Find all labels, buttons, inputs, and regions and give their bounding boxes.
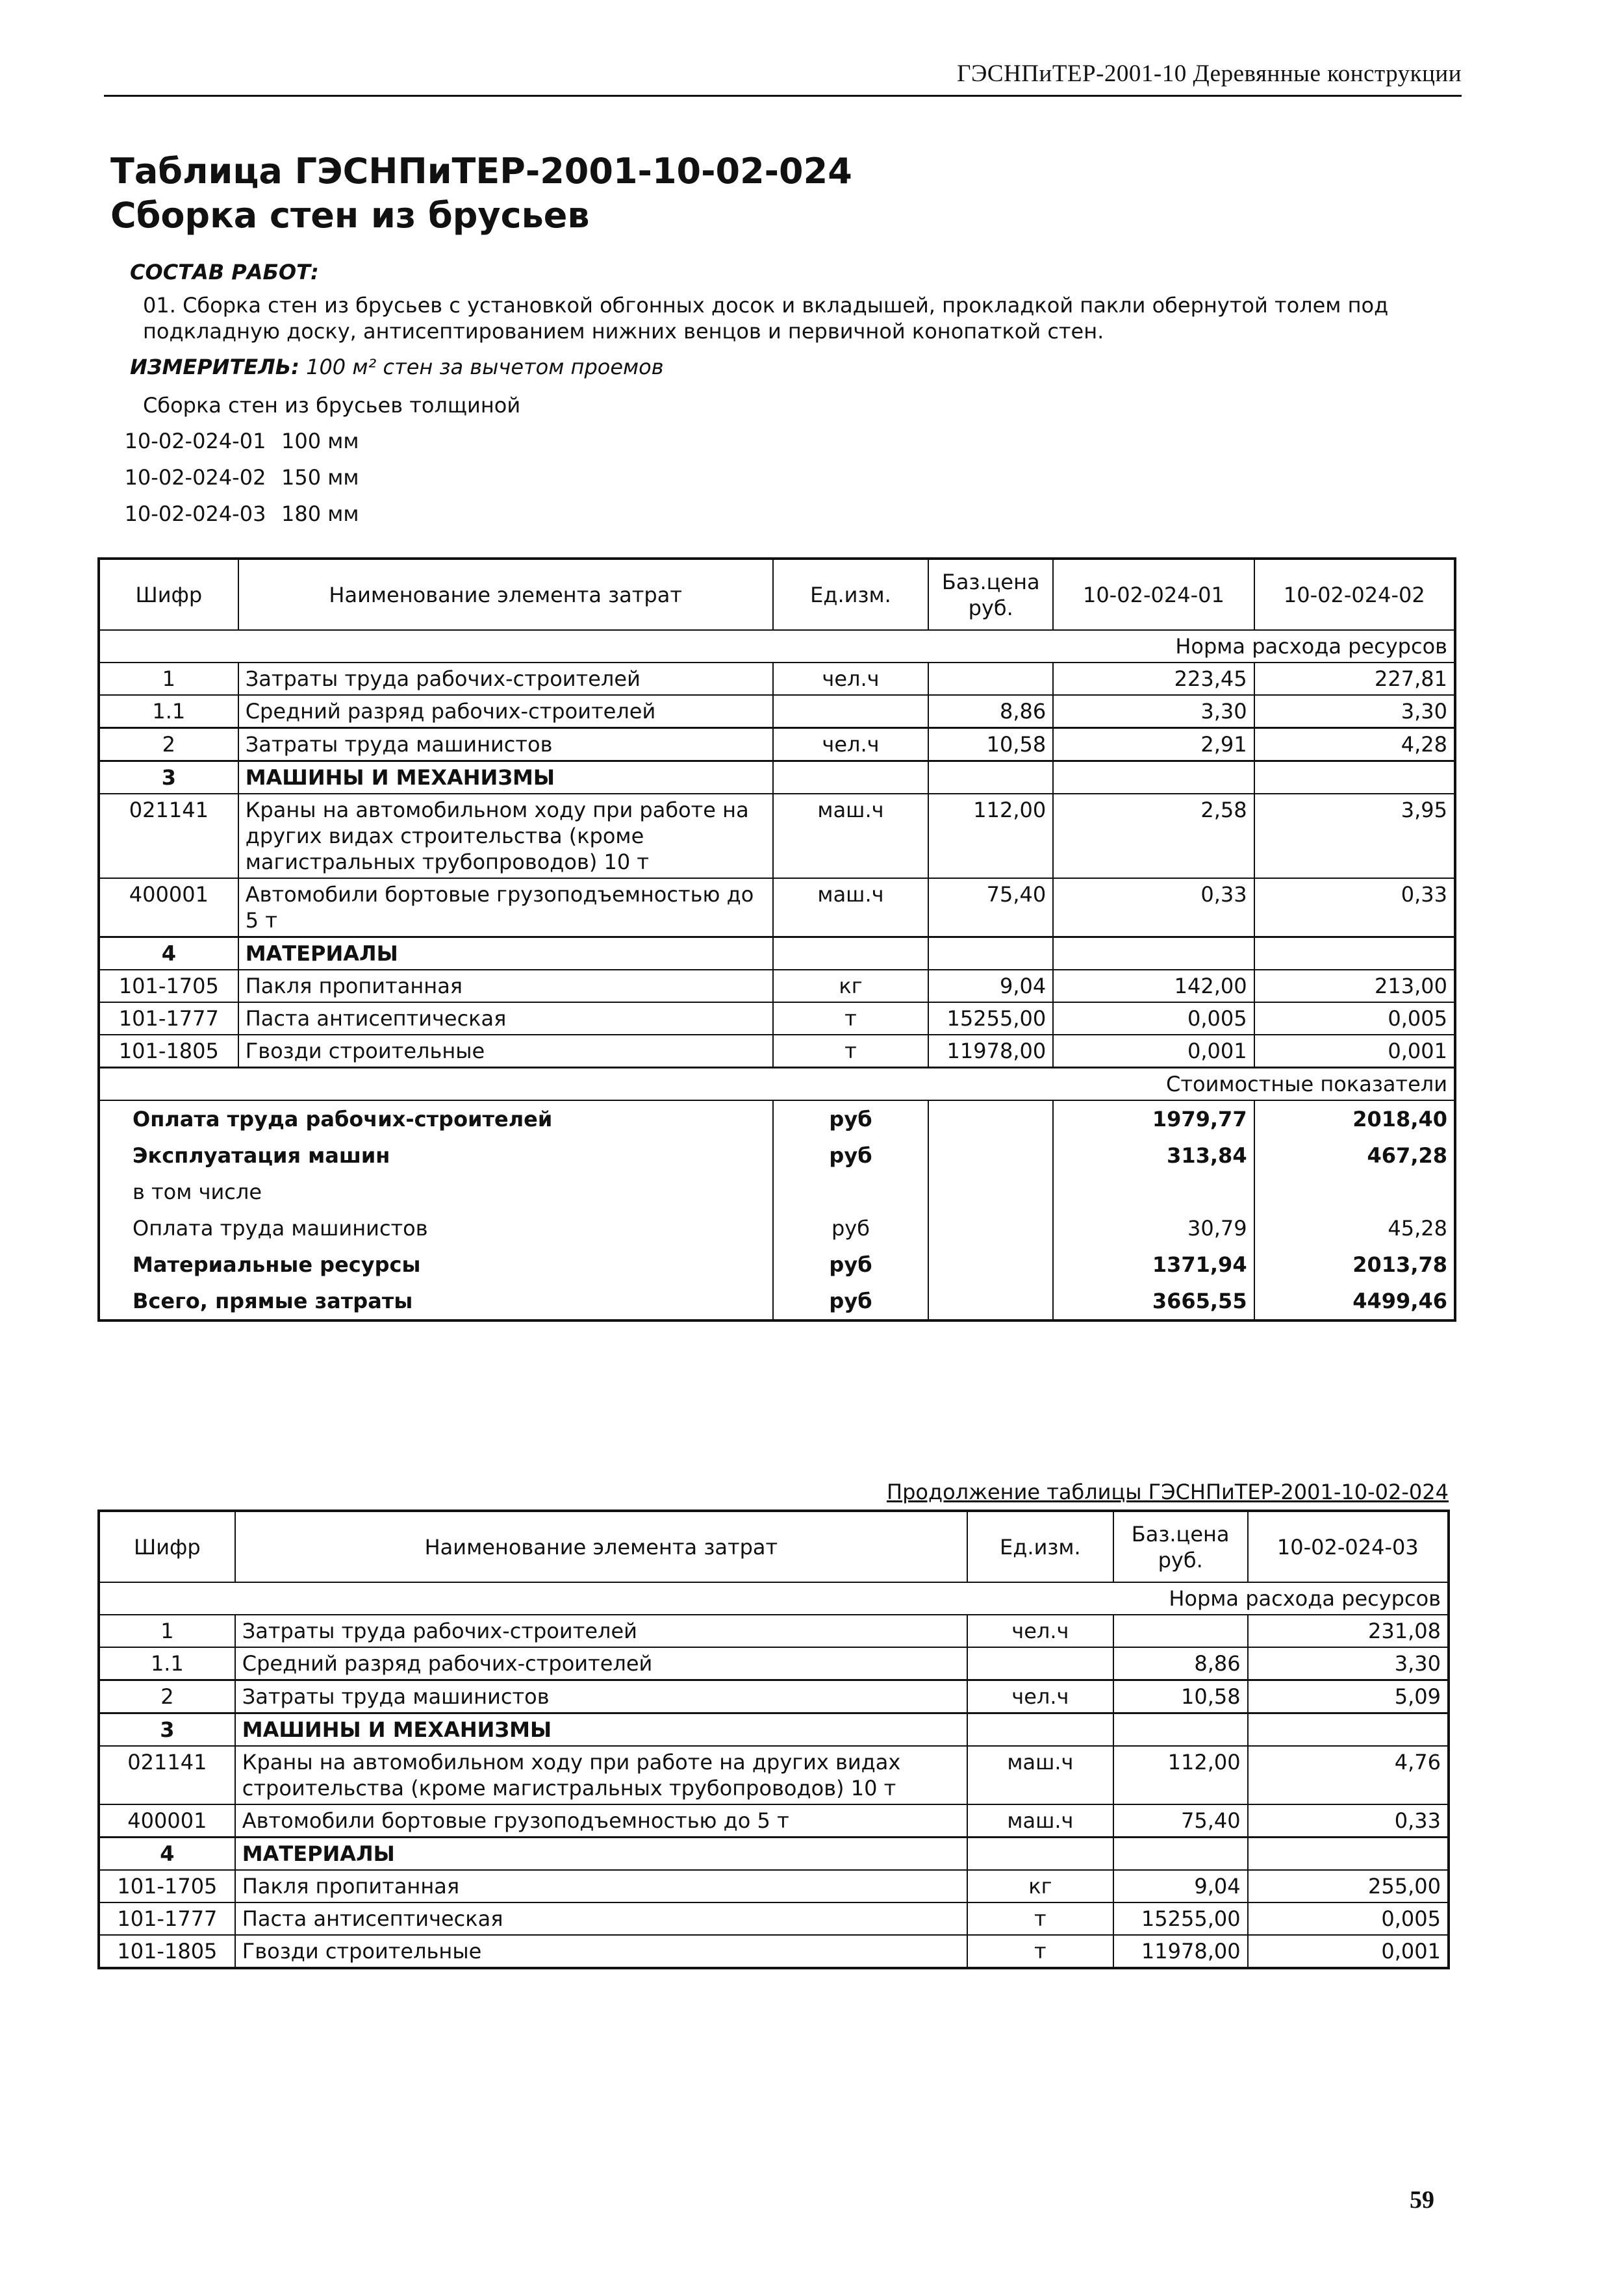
cell-price: 10,58 (1113, 1680, 1248, 1713)
cell-name: Автомобили бортовые грузоподъемностью до 5 т (238, 878, 773, 937)
cell-price (928, 663, 1053, 695)
cost-label: Стоимостные показатели (99, 1068, 1455, 1101)
cell-value: 231,08 (1248, 1615, 1449, 1647)
table-row (99, 663, 1455, 695)
cell-price: 15255,00 (928, 1002, 1053, 1035)
cell-value (1053, 937, 1254, 970)
table-row (99, 970, 1455, 1002)
cell-unit: маш.ч (773, 794, 929, 878)
section-row (99, 761, 1455, 794)
cell-code: 101-1777 (99, 1902, 235, 1935)
header-cell: Ед.изм. (773, 559, 929, 630)
table-row (99, 878, 1455, 937)
cell-price: 75,40 (928, 878, 1053, 937)
code-thickness: 180 мм (281, 501, 359, 526)
header-cell: 10-02-024-01 (1053, 559, 1254, 630)
cell-unit: маш.ч (773, 878, 929, 937)
table-header-row (99, 1511, 1449, 1582)
code-thickness: 100 мм (281, 429, 359, 453)
cell-price (1113, 1615, 1248, 1647)
cell-unit: руб (773, 1283, 929, 1320)
table-row (99, 1935, 1449, 1968)
table-row (99, 1680, 1449, 1713)
cell-code: 400001 (99, 1804, 235, 1838)
cell-name: Краны на автомобильном ходу при работе на других видах строительства (кроме магистральных трубопроводов) 10 т (235, 1746, 967, 1804)
table-row (99, 1804, 1449, 1838)
cell-code: 101-1805 (99, 1935, 235, 1968)
cell-code: 101-1805 (99, 1035, 238, 1068)
header-cell: Баз.цена руб. (1113, 1511, 1248, 1582)
cell-value (1248, 1713, 1449, 1747)
cell-unit (773, 937, 929, 970)
resource-table-2 (97, 1510, 1450, 1969)
table-subtitle: Сборка стен из брусьев (110, 195, 590, 236)
table-row (99, 1647, 1449, 1680)
cell-value: 0,005 (1248, 1902, 1449, 1935)
cell-value (1248, 1838, 1449, 1871)
cell-price: 11978,00 (1113, 1935, 1248, 1968)
cell-unit: руб (773, 1137, 929, 1174)
cell-price (928, 1283, 1053, 1320)
cell-value: 1371,94 (1053, 1246, 1254, 1283)
cell-value: 0,001 (1254, 1035, 1455, 1068)
cell-price (928, 937, 1053, 970)
continuation-caption: Продолжение таблицы ГЭСНПиТЕР-2001-10-02-024 (887, 1480, 1449, 1504)
cost-row (99, 1246, 1455, 1283)
cell-unit: чел.ч (967, 1680, 1113, 1713)
cell-price (928, 1137, 1053, 1174)
cell-unit: т (967, 1902, 1113, 1935)
cell-code: 2 (99, 1680, 235, 1713)
cell-price (928, 761, 1053, 794)
table-row (99, 728, 1455, 761)
code-item (109, 501, 359, 538)
cell-unit: маш.ч (967, 1804, 1113, 1838)
code-item (109, 465, 359, 501)
cell-name: Затраты труда машинистов (238, 728, 773, 761)
cell-code: 101-1777 (99, 1002, 238, 1035)
cell-code: 021141 (99, 794, 238, 878)
cell-name: Гвозди строительные (235, 1935, 967, 1968)
cell-price (928, 1246, 1053, 1283)
cell-price (1113, 1713, 1248, 1747)
cell-value (1053, 1174, 1254, 1210)
cell-unit (967, 1838, 1113, 1871)
cell-name: Автомобили бортовые грузоподъемностью до 5 т (235, 1804, 967, 1838)
header-cell: 10-02-024-02 (1254, 559, 1455, 630)
cell-value: 1979,77 (1053, 1100, 1254, 1137)
cell-unit (773, 1174, 929, 1210)
cell-price: 11978,00 (928, 1035, 1053, 1068)
cell-price (1113, 1838, 1248, 1871)
header-cell: Баз.цена руб. (928, 559, 1053, 630)
cell-price: 9,04 (928, 970, 1053, 1002)
works-label: СОСТАВ РАБОТ: (130, 260, 319, 284)
cell-value: 3,30 (1248, 1647, 1449, 1680)
section-heading: МАШИНЫ И МЕХАНИЗМЫ (235, 1713, 967, 1747)
cell-value: 5,09 (1248, 1680, 1449, 1713)
cell-code: 4 (99, 937, 238, 970)
cell-unit: руб (773, 1246, 929, 1283)
cost-name: Оплата труда машинистов (99, 1210, 773, 1246)
cell-name: Затраты труда рабочих-строителей (235, 1615, 967, 1647)
cell-value: 0,001 (1053, 1035, 1254, 1068)
cell-price (928, 1210, 1053, 1246)
cell-value: 2,58 (1053, 794, 1254, 878)
cell-value: 227,81 (1254, 663, 1455, 695)
cell-value: 467,28 (1254, 1137, 1455, 1174)
cell-value: 2018,40 (1254, 1100, 1455, 1137)
table-row (99, 1002, 1455, 1035)
cell-value: 3665,55 (1053, 1283, 1254, 1320)
cell-price (928, 1174, 1053, 1210)
section-heading: МАТЕРИАЛЫ (235, 1838, 967, 1871)
header-cell: Наименование элемента затрат (235, 1511, 967, 1582)
cost-name: Всего, прямые затраты (99, 1283, 773, 1320)
cell-price: 10,58 (928, 728, 1053, 761)
cell-unit (967, 1647, 1113, 1680)
resource-table-1 (97, 557, 1456, 1322)
cell-value: 0,33 (1248, 1804, 1449, 1838)
code-id: 10-02-024-02 (124, 465, 266, 490)
cell-name: Затраты труда рабочих-строителей (238, 663, 773, 695)
cell-name: Пакля пропитанная (238, 970, 773, 1002)
cell-value: 0,33 (1053, 878, 1254, 937)
cell-code: 1.1 (99, 1647, 235, 1680)
norm-label: Норма расхода ресурсов (99, 630, 1455, 663)
code-list (109, 429, 359, 538)
cell-name: Средний разряд рабочих-строителей (238, 695, 773, 728)
norm-label-row (99, 1582, 1449, 1615)
meter-label: ИЗМЕРИТЕЛЬ: (130, 355, 299, 379)
cost-row (99, 1174, 1455, 1210)
cell-value: 4499,46 (1254, 1283, 1455, 1320)
table-row (99, 1746, 1449, 1804)
cell-unit: чел.ч (967, 1615, 1113, 1647)
table-row (99, 794, 1455, 878)
header-cell: Шифр (99, 559, 238, 630)
cell-value: 142,00 (1053, 970, 1254, 1002)
cell-name: Гвозди строительные (238, 1035, 773, 1068)
table-row (99, 1902, 1449, 1935)
table-row (99, 1870, 1449, 1902)
header-cell: Наименование элемента затрат (238, 559, 773, 630)
cell-name: Пакля пропитанная (235, 1870, 967, 1902)
cell-value: 0,005 (1053, 1002, 1254, 1035)
cell-code: 1 (99, 1615, 235, 1647)
cell-unit: кг (967, 1870, 1113, 1902)
section-heading: МАШИНЫ И МЕХАНИЗМЫ (238, 761, 773, 794)
cell-unit: руб (773, 1100, 929, 1137)
cell-value: 3,30 (1053, 695, 1254, 728)
cell-value: 30,79 (1053, 1210, 1254, 1246)
norm-label-row (99, 630, 1455, 663)
cell-unit: т (773, 1002, 929, 1035)
cell-unit: т (967, 1935, 1113, 1968)
cost-name: Оплата труда рабочих-строителей (99, 1100, 773, 1137)
cell-value: 0,005 (1254, 1002, 1455, 1035)
header-cell: Шифр (99, 1511, 235, 1582)
cost-row (99, 1210, 1455, 1246)
table-row (99, 695, 1455, 728)
page-number: 59 (1410, 2186, 1434, 2214)
table-header-row (99, 559, 1455, 630)
cell-unit: т (773, 1035, 929, 1068)
header-cell: Ед.изм. (967, 1511, 1113, 1582)
cost-name: в том числе (99, 1174, 773, 1210)
cell-price: 8,86 (928, 695, 1053, 728)
cell-name: Краны на автомобильном ходу при работе на других видах строительства (кроме магистральных трубопроводов) 10 т (238, 794, 773, 878)
cell-value: 0,001 (1248, 1935, 1449, 1968)
header-rule (104, 95, 1462, 97)
cell-unit: маш.ч (967, 1746, 1113, 1804)
cell-price: 9,04 (1113, 1870, 1248, 1902)
cell-unit: чел.ч (773, 728, 929, 761)
cell-price (928, 1100, 1053, 1137)
cell-code: 021141 (99, 1746, 235, 1804)
cell-price: 8,86 (1113, 1647, 1248, 1680)
cell-value: 255,00 (1248, 1870, 1449, 1902)
cell-code: 3 (99, 761, 238, 794)
code-thickness: 150 мм (281, 465, 359, 490)
cell-value: 2013,78 (1254, 1246, 1455, 1283)
cost-row (99, 1100, 1455, 1137)
cell-code: 2 (99, 728, 238, 761)
section-row (99, 937, 1455, 970)
cost-name: Материальные ресурсы (99, 1246, 773, 1283)
section-row (99, 1713, 1449, 1747)
cell-unit (773, 761, 929, 794)
cell-value: 45,28 (1254, 1210, 1455, 1246)
cell-code: 1 (99, 663, 238, 695)
cell-code: 400001 (99, 878, 238, 937)
cell-unit: кг (773, 970, 929, 1002)
cell-value: 2,91 (1053, 728, 1254, 761)
cell-value (1053, 761, 1254, 794)
cell-code: 101-1705 (99, 1870, 235, 1902)
cost-row (99, 1283, 1455, 1320)
cell-unit: руб (773, 1210, 929, 1246)
cell-value: 3,30 (1254, 695, 1455, 728)
section-heading: МАТЕРИАЛЫ (238, 937, 773, 970)
cell-code: 4 (99, 1838, 235, 1871)
code-item (109, 429, 359, 465)
cell-value: 0,33 (1254, 878, 1455, 937)
codes-intro: Сборка стен из брусьев толщиной (143, 393, 521, 418)
table-row (99, 1035, 1455, 1068)
cell-value: 223,45 (1053, 663, 1254, 695)
table-row (99, 1615, 1449, 1647)
cell-price: 75,40 (1113, 1804, 1248, 1838)
works-description: 01. Сборка стен из брусьев с установкой обгонных досок и вкладышей, прокладкой пакли обернутой толем под подкладную доску, антисептированием нижних венцов и первичной конопаткой стен. (143, 293, 1389, 344)
code-id: 10-02-024-03 (124, 501, 266, 526)
cell-price: 15255,00 (1113, 1902, 1248, 1935)
cell-code: 101-1705 (99, 970, 238, 1002)
running-head: ГЭСНПиТЕР-2001-10 Деревянные конструкции (957, 60, 1462, 87)
cost-name: Эксплуатация машин (99, 1137, 773, 1174)
meter-line (130, 355, 664, 379)
table-title: Таблица ГЭСНПиТЕР-2001-10-02-024 (110, 151, 852, 192)
cell-value: 213,00 (1254, 970, 1455, 1002)
cell-unit (967, 1713, 1113, 1747)
cell-name: Паста антисептическая (235, 1902, 967, 1935)
section-row (99, 1838, 1449, 1871)
cell-value: 313,84 (1053, 1137, 1254, 1174)
cell-code: 1.1 (99, 695, 238, 728)
cell-value (1254, 761, 1455, 794)
cell-value (1254, 1174, 1455, 1210)
header-cell: 10-02-024-03 (1248, 1511, 1449, 1582)
norm-label: Норма расхода ресурсов (99, 1582, 1449, 1615)
cell-value: 4,28 (1254, 728, 1455, 761)
cell-unit (773, 695, 929, 728)
cell-name: Паста антисептическая (238, 1002, 773, 1035)
cell-price: 112,00 (1113, 1746, 1248, 1804)
cell-name: Средний разряд рабочих-строителей (235, 1647, 967, 1680)
code-id: 10-02-024-01 (124, 429, 266, 453)
cell-value (1254, 937, 1455, 970)
cell-value: 3,95 (1254, 794, 1455, 878)
cell-code: 3 (99, 1713, 235, 1747)
cell-value: 4,76 (1248, 1746, 1449, 1804)
cell-price: 112,00 (928, 794, 1053, 878)
cell-name: Затраты труда машинистов (235, 1680, 967, 1713)
meter-value: 100 м² стен за вычетом проемов (306, 355, 664, 379)
cell-unit: чел.ч (773, 663, 929, 695)
cost-label-row (99, 1068, 1455, 1101)
cost-row (99, 1137, 1455, 1174)
